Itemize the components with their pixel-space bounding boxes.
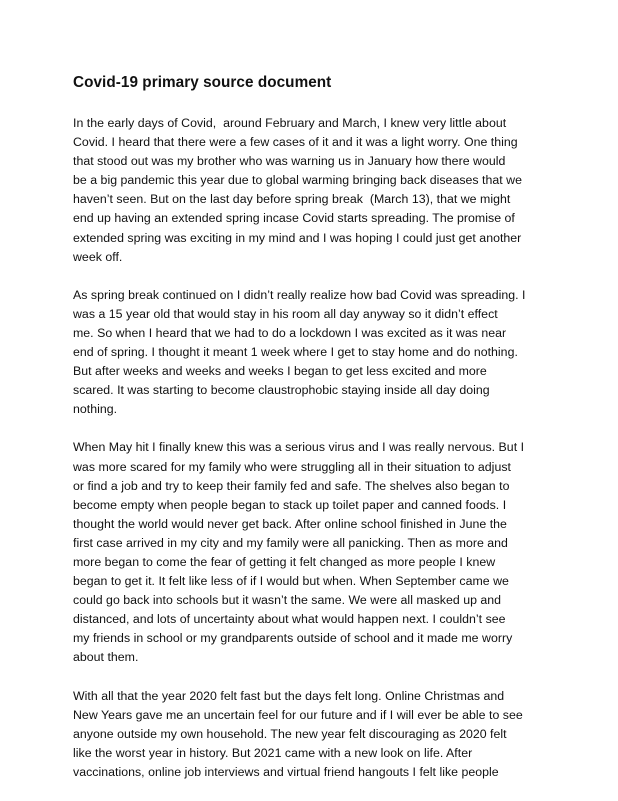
text-line: began to get it. It felt like less of if I would but when. When September came we bbox=[73, 574, 509, 589]
text-line: about them. bbox=[73, 650, 139, 665]
text-line: haven’t seen. But on the last day before spring break (March 13), that we might bbox=[73, 192, 511, 207]
text-line: When May hit I finally knew this was a serious virus and I was really nervous. But I bbox=[73, 440, 525, 455]
text-line: or find a job and try to keep their family fed and safe. The shelves also began to bbox=[73, 478, 510, 493]
text-line: end of spring. I thought it meant 1 week where I get to stay home and do nothing. bbox=[73, 345, 518, 360]
text-line: was a 15 year old that would stay in his room all day anyway so it didn’t effect bbox=[73, 306, 498, 321]
text-line: become empty when people began to stack up toilet paper and canned foods. I bbox=[73, 497, 507, 512]
text-line: end up having an extended spring incase Covid starts spreading. The promise of bbox=[73, 211, 515, 226]
text-line: first case arrived in my city and my family were all panicking. Then as more and bbox=[73, 535, 508, 550]
text-line: nothing. bbox=[73, 402, 118, 417]
text-line: New Years gave me an uncertain feel for our future and if I will ever be able to see bbox=[73, 707, 523, 722]
text-line: my friends in school or my grandparents outside of school and it made me worry bbox=[73, 631, 513, 646]
paragraph-may bbox=[73, 438, 593, 667]
text-line: scared. It was starting to become claustrophobic staying inside all day doing bbox=[73, 383, 490, 398]
text-line: more began to come the fear of getting it felt changed as more people I knew bbox=[73, 554, 496, 569]
text-line: week off. bbox=[73, 249, 123, 264]
text-line: In the early days of Covid, around February and March, I knew very little about bbox=[73, 116, 507, 130]
text-line: could go back into schools but it wasn’t the same. We were all masked up and bbox=[73, 593, 502, 608]
text-line: thought the world would never get back. After online school finished in June the bbox=[73, 516, 507, 531]
document-page bbox=[73, 73, 593, 801]
text-line: vaccinations, online job interviews and virtual friend hangouts I felt like people bbox=[73, 764, 499, 779]
document-title: Covid-19 primary source document bbox=[73, 74, 332, 91]
paragraph-2020 bbox=[73, 687, 593, 782]
text-line: But after weeks and weeks and weeks I began to get less excited and more bbox=[73, 364, 487, 379]
text-line: distanced, and lots of uncertainty about what would happen next. I couldn’t see bbox=[73, 612, 506, 627]
text-line: be a big pandemic this year due to global warming bringing back diseases that we bbox=[73, 173, 522, 188]
text-line: Covid. I heard that there were a few cases of it and it was a light worry. One thing bbox=[73, 135, 518, 150]
text-line: With all that the year 2020 felt fast but the days felt long. Online Christmas and bbox=[73, 688, 505, 703]
text-line: As spring break continued on I didn’t really realize how bad Covid was spreading. I bbox=[73, 287, 526, 302]
text-line: me. So when I heard that we had to do a lockdown I was excited as it was near bbox=[73, 325, 507, 340]
text-line: was more scared for my family who were struggling all in their situation to adjust bbox=[73, 459, 511, 474]
text-line: like the worst year in history. But 2021 came with a new look on life. After bbox=[73, 745, 473, 760]
paragraph-early-days bbox=[73, 114, 593, 267]
text-line: extended spring was exciting in my mind and I was hoping I could just get another bbox=[73, 230, 522, 245]
text-line: that stood out was my brother who was warning us in January how there would bbox=[73, 154, 506, 169]
text-line: anyone outside my own household. The new year felt discouraging as 2020 felt bbox=[73, 726, 507, 741]
paragraph-spring-break bbox=[73, 286, 593, 420]
